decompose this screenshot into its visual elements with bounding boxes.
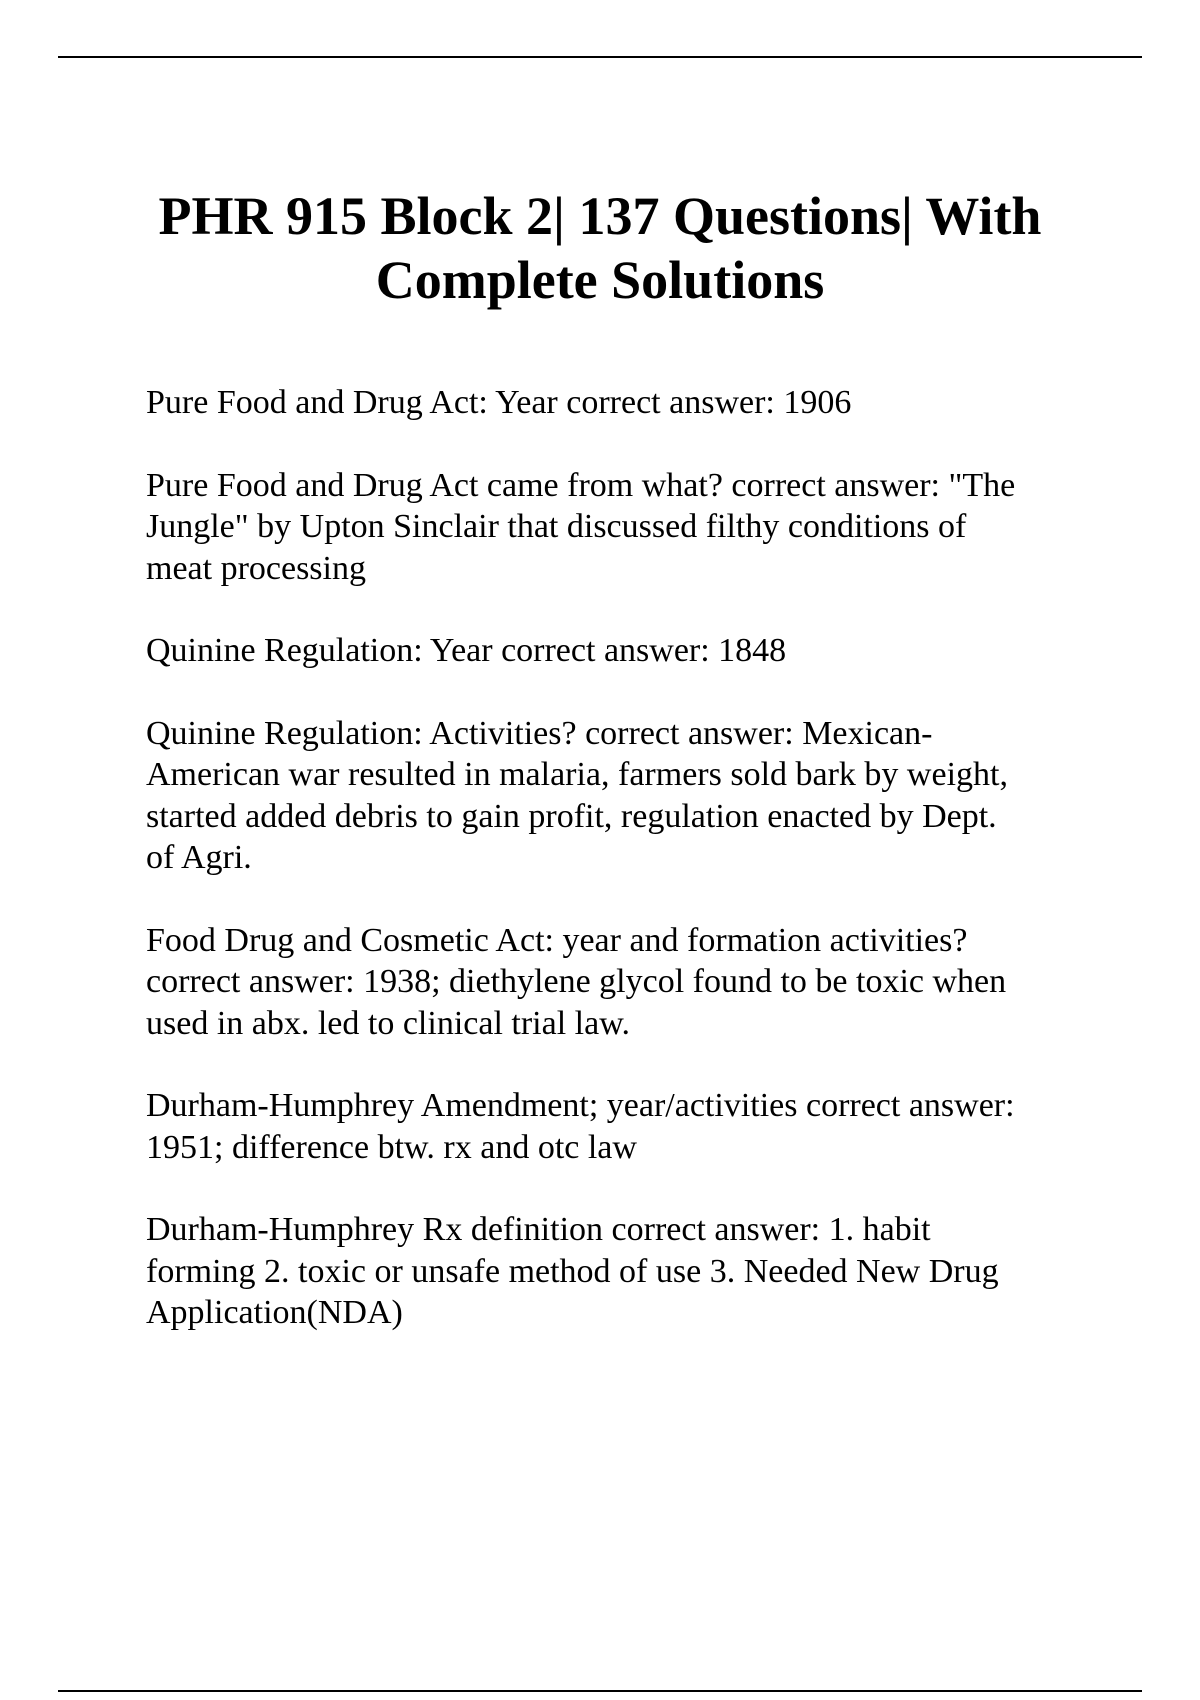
qa-line: Quinine Regulation: Year correct answer: 1848 [146,632,787,669]
qa-line: Quinine Regulation: Activities? correct answer: Mexican- [146,714,933,752]
question-answer-list [146,382,1096,1375]
qa-line: used in abx. led to clinical trial law. [146,1004,631,1042]
title-line-2: Complete Solutions [375,250,825,310]
qa-line: of Agri. [146,839,252,876]
bottom-divider [58,1690,1142,1692]
qa-line: 1951; difference btw. rx and otc law [146,1128,637,1166]
qa-item-7 [146,1209,1096,1334]
qa-line: Pure Food and Drug Act came from what? correct answer: "The [146,466,1016,504]
qa-line: Jungle" by Upton Sinclair that discussed filthy conditions of [146,508,967,545]
qa-line: meat processing [146,549,366,587]
qa-line: Food Drug and Cosmetic Act: year and formation activities? [146,921,968,959]
qa-item-1 [146,382,1096,424]
qa-line: forming 2. toxic or unsafe method of use 3. Needed New Drug [146,1252,999,1290]
qa-item-2 [146,465,1096,590]
qa-item-3 [146,630,1096,672]
qa-line: American war resulted in malaria, farmers sold bark by weight, [146,756,1008,793]
qa-line: correct answer: 1938; diethylene glycol found to be toxic when [146,963,1007,1000]
qa-line: started added debris to gain profit, regulation enacted by Dept. [146,797,997,835]
title-line-1: PHR 915 Block 2| 137 Questions| With [158,186,1042,246]
document-title [100,184,1100,312]
qa-line: Application(NDA) [146,1294,403,1331]
top-divider [58,56,1142,58]
qa-item-4 [146,713,1096,879]
qa-item-6 [146,1085,1096,1168]
qa-item-5 [146,920,1096,1045]
qa-line: Durham-Humphrey Amendment; year/activities correct answer: [146,1087,1015,1124]
qa-line: Durham-Humphrey Rx definition correct answer: 1. habit [146,1211,931,1248]
qa-line: Pure Food and Drug Act: Year correct answer: 1906 [146,384,852,421]
